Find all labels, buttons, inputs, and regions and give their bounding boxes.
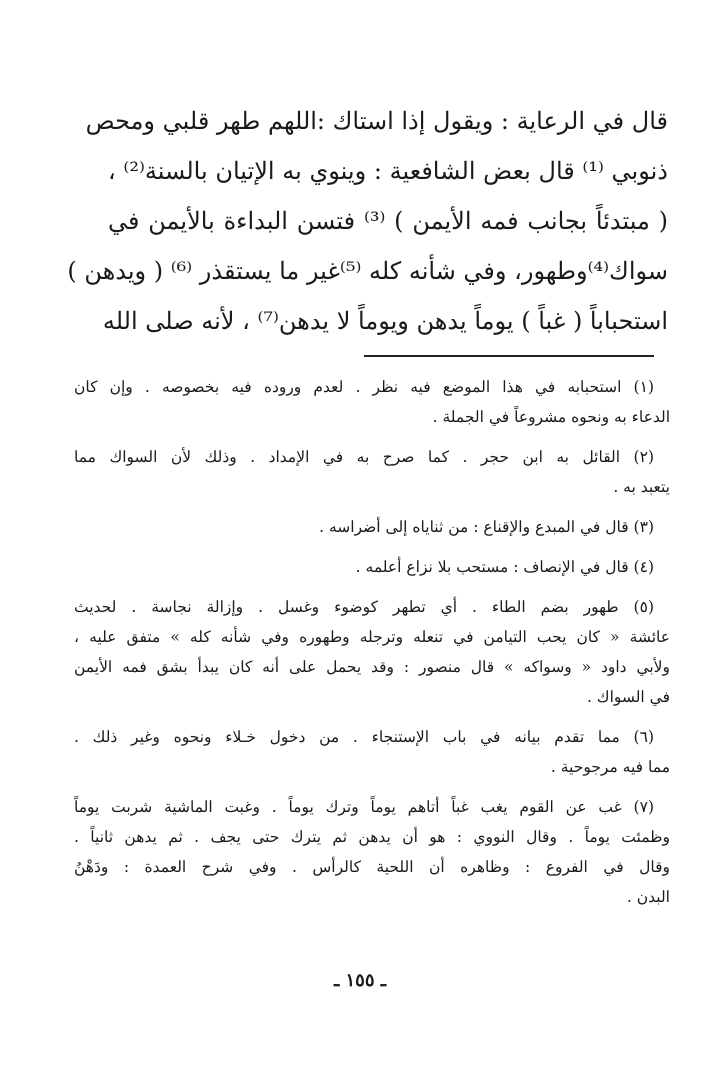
footnote-4 xyxy=(74,552,670,582)
main-text-line: ( مبتدئاً بجانب فمه الأيمن ) ⁽³⁾ فتسن البداءة بالأيمن في xyxy=(108,207,669,235)
footnote-6 xyxy=(74,722,670,782)
main-text-line: استحباباً ( غباً ) يوماً يدهن ويوماً لا يدهن⁽⁷⁾ ، لأنه صلى الله xyxy=(102,307,668,335)
footnotes xyxy=(74,372,670,922)
footnote-line: وظمئت يوماً . وقال النووي : هو أن يدهن ثم يترك حتى يجف . ثم يدهن ثانياً . xyxy=(74,828,670,846)
footnote-line: الدعاء به ونحوه مشروعاً في الجملة . xyxy=(432,408,670,426)
footnote-separator xyxy=(364,355,654,357)
footnote-line: يتعبد به . xyxy=(613,478,670,496)
footnote-line: (٧) غب عن القوم يغب غباً أتاهم يوماً وترك يوماً . وغبت الماشية شربت يوماً xyxy=(74,798,654,816)
footnote-line: وقال في الفروع : وظاهره أن اللحية كالرأس . وفي شرح العمدة : ودَهْنُ xyxy=(74,858,670,876)
footnote-line: (٥) طهور بضم الطاء . أي تطهر كوضوء وغسل . وإزالة نجاسة . لحديث xyxy=(74,598,654,616)
page-number: ـ ١٥٥ ـ xyxy=(333,970,387,991)
footnote-line: البدن . xyxy=(626,888,670,906)
footnote-line: (٤) قال في الإنصاف : مستحب بلا نزاع أعلمه . xyxy=(355,558,654,576)
footnote-line: ولأبي داود « وسواكه » قال منصور : وقد يحمل على أنه كان يبدأ بشق فمه الأيمن xyxy=(74,658,670,676)
main-text-line: ذنوبي ⁽¹⁾ قال بعض الشافعية : وينوي به الإتيان بالسنة⁽²⁾ ، xyxy=(108,157,668,185)
footnote-1 xyxy=(74,372,670,432)
footnote-2 xyxy=(74,442,670,502)
footnote-3 xyxy=(74,512,670,542)
footnote-line: عائشة « كان يحب التيامن في تنعله وترجله وطهوره وفي شأنه كله » متفق عليه ، xyxy=(74,628,670,646)
footnote-5 xyxy=(74,592,670,712)
main-text-line: قال في الرعاية : ويقول إذا استاك :اللهم طهر قلبي ومحص xyxy=(85,107,668,135)
footnote-line: (٢) القائل به ابن حجر . كما صرح به في الإمداد . وذلك لأن السواك مما xyxy=(74,448,654,466)
main-text-line: سواك⁽⁴⁾وطهور، وفي شأنه كله ⁽⁵⁾غير ما يستقذر ⁽⁶⁾ ( ويدهن ) xyxy=(67,257,668,285)
footnote-line: (٦) مما تقدم بيانه في باب الإستنجاء . من دخول خـلاء ونحوه وغير ذلك . xyxy=(74,728,654,746)
footnote-line: في السواك . xyxy=(586,688,670,706)
footnote-line: (١) استحبابه في هذا الموضع فيه نظر . لعدم وروده فيه بخصوصه . وإن كان xyxy=(74,378,654,396)
footnote-line: مما فيه مرجوحية . xyxy=(550,758,670,776)
main-text xyxy=(67,96,669,346)
footnote-line: (٣) قال في المبدع والإقناع : من ثناياه إلى أضراسه . xyxy=(319,518,654,536)
footnote-7 xyxy=(74,792,670,912)
